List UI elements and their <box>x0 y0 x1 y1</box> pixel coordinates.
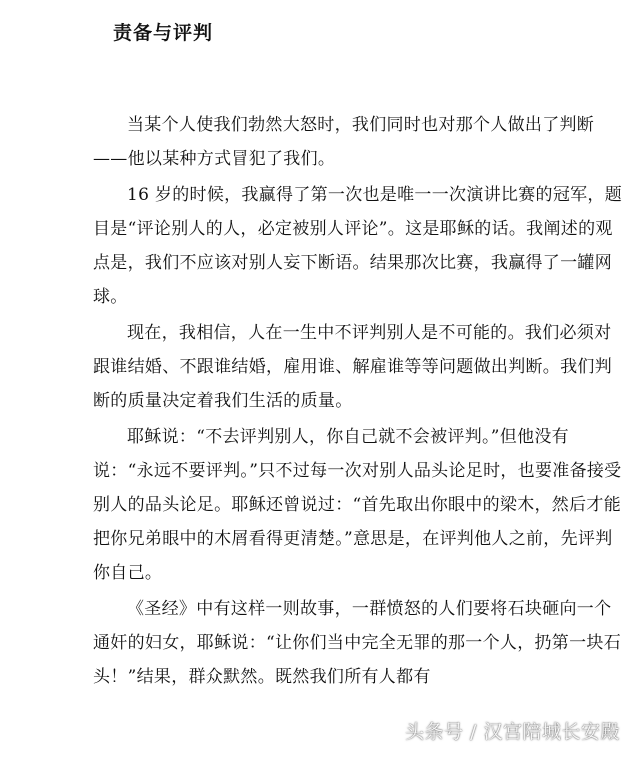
paragraph-1: 当某个人使我们勃然大怒时，我们同时也对那个人做出了判断——他以某种方式冒犯了我们。 <box>93 115 595 169</box>
paragraph-2: 16 岁的时候，我赢得了第一次也是唯一一次演讲比赛的冠军，题目是“评论别人的人，必定被别人评论”。这是耶稣的话。我阐述的观点是，我们不应该对别人妄下断语。结果那次比赛，我赢得了一罐网球。 <box>93 185 623 307</box>
paragraph-4: 耶稣说：“不去评判别人，你自己就不会被评判。”但他没有说：“永远不要评判。”只不过每一次对别人品头论足时，也要准备接受别人的品头论足。耶稣还曾说过：“首先取出你眼中的梁木，然后才能把你兄弟眼中的木屑看得更清楚。”意思是，在评判他人之前，先评判你自己。 <box>93 427 622 583</box>
document-body <box>93 108 623 694</box>
paragraph-5: 《圣经》中有这样一则故事，一群愤怒的人们要将石块砸向一个通奸的妇女，耶稣说：“让你们当中完全无罪的那一个人，扔第一块石头！”结果，群众默然。既然我们所有人都有 <box>93 599 621 687</box>
paragraph-3: 现在，我相信，人在一生中不评判别人是不可能的。我们必须对跟谁结婚、不跟谁结婚，雇用谁、解雇谁等等问题做出判断。我们判断的质量决定着我们生活的质量。 <box>93 323 612 411</box>
watermark <box>405 717 620 744</box>
watermark-text: 头条号 / 汉宫陪城长安殿 <box>405 721 620 743</box>
page-title: 责备与评判 <box>113 22 214 44</box>
